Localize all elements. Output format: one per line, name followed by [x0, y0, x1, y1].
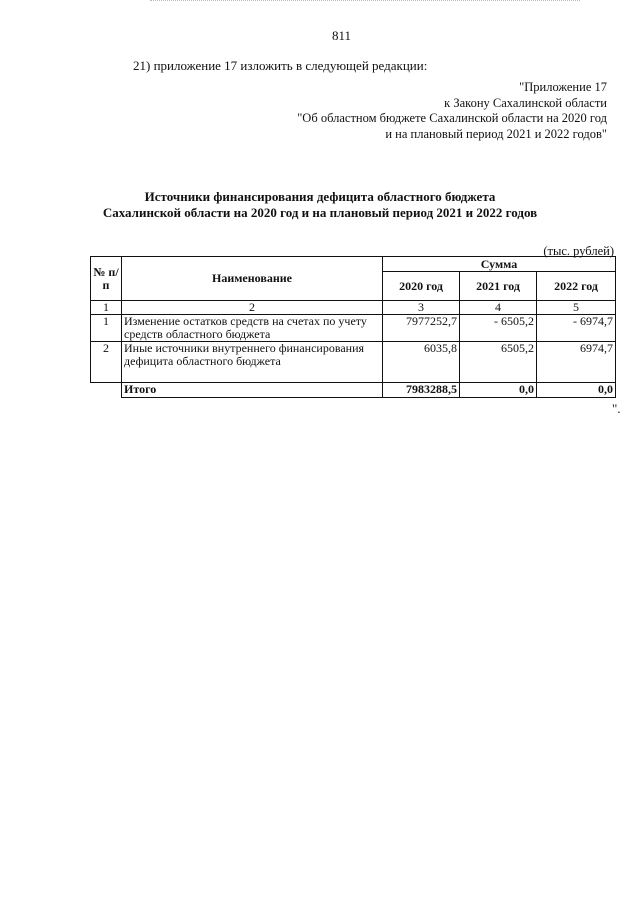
row-value-2021: - 6505,2 [460, 315, 537, 342]
header-row [91, 257, 616, 272]
total-empty-cell [91, 383, 122, 398]
index-cell: 4 [460, 301, 537, 315]
row-num: 2 [91, 342, 122, 383]
appendix-line: к Закону Сахалинской области [444, 95, 607, 110]
header-year-2021: 2021 год [460, 272, 537, 301]
header-sum: Сумма [383, 257, 616, 272]
scan-artifact [150, 0, 580, 5]
row-value-2022: 6974,7 [537, 342, 616, 383]
index-cell: 3 [383, 301, 460, 315]
row-value-2020: 6035,8 [383, 342, 460, 383]
total-row [91, 383, 616, 398]
appendix-line: и на плановый период 2021 и 2022 годов" [385, 126, 607, 141]
total-value-2022: 0,0 [537, 383, 616, 398]
appendix-line: "Приложение 17 [519, 80, 607, 94]
total-value-2021: 0,0 [460, 383, 537, 398]
page-number: 811 [332, 28, 352, 43]
index-cell: 1 [91, 301, 122, 315]
row-name: Иные источники внутреннего финансирования дефицита областного бюджета [122, 342, 383, 383]
row-value-2021: 6505,2 [460, 342, 537, 383]
table-row [91, 342, 616, 383]
total-value-2020: 7983288,5 [383, 383, 460, 398]
appendix-line: "Об областном бюджете Сахалинской области на 2020 год [297, 111, 607, 125]
total-label: Итого [122, 383, 383, 398]
index-cell: 2 [122, 301, 383, 315]
index-row [91, 301, 616, 315]
title-line: Сахалинской области на 2020 год и на плановый период 2021 и 2022 годов [102, 205, 538, 220]
document-title [80, 189, 560, 221]
header-year-2022: 2022 год [537, 272, 616, 301]
intro-text: 21) приложение 17 изложить в следующей редакции: [133, 58, 428, 73]
row-num: 1 [91, 315, 122, 342]
row-value-2020: 7977252,7 [383, 315, 460, 342]
header-year-2020: 2020 год [383, 272, 460, 301]
closing-quote: ". [612, 401, 621, 416]
appendix-header [297, 80, 607, 142]
row-value-2022: - 6974,7 [537, 315, 616, 342]
index-cell: 5 [537, 301, 616, 315]
table-row [91, 315, 616, 342]
title-line: Источники финансирования дефицита областного бюджета [144, 189, 496, 204]
units-label: (тыс. рублей) [543, 244, 614, 258]
header-name: Наименование [122, 257, 383, 301]
header-num: № п/п [91, 257, 122, 301]
budget-table [90, 256, 616, 398]
row-name: Изменение остатков средств на счетах по учету средств областного бюджета [122, 315, 383, 342]
